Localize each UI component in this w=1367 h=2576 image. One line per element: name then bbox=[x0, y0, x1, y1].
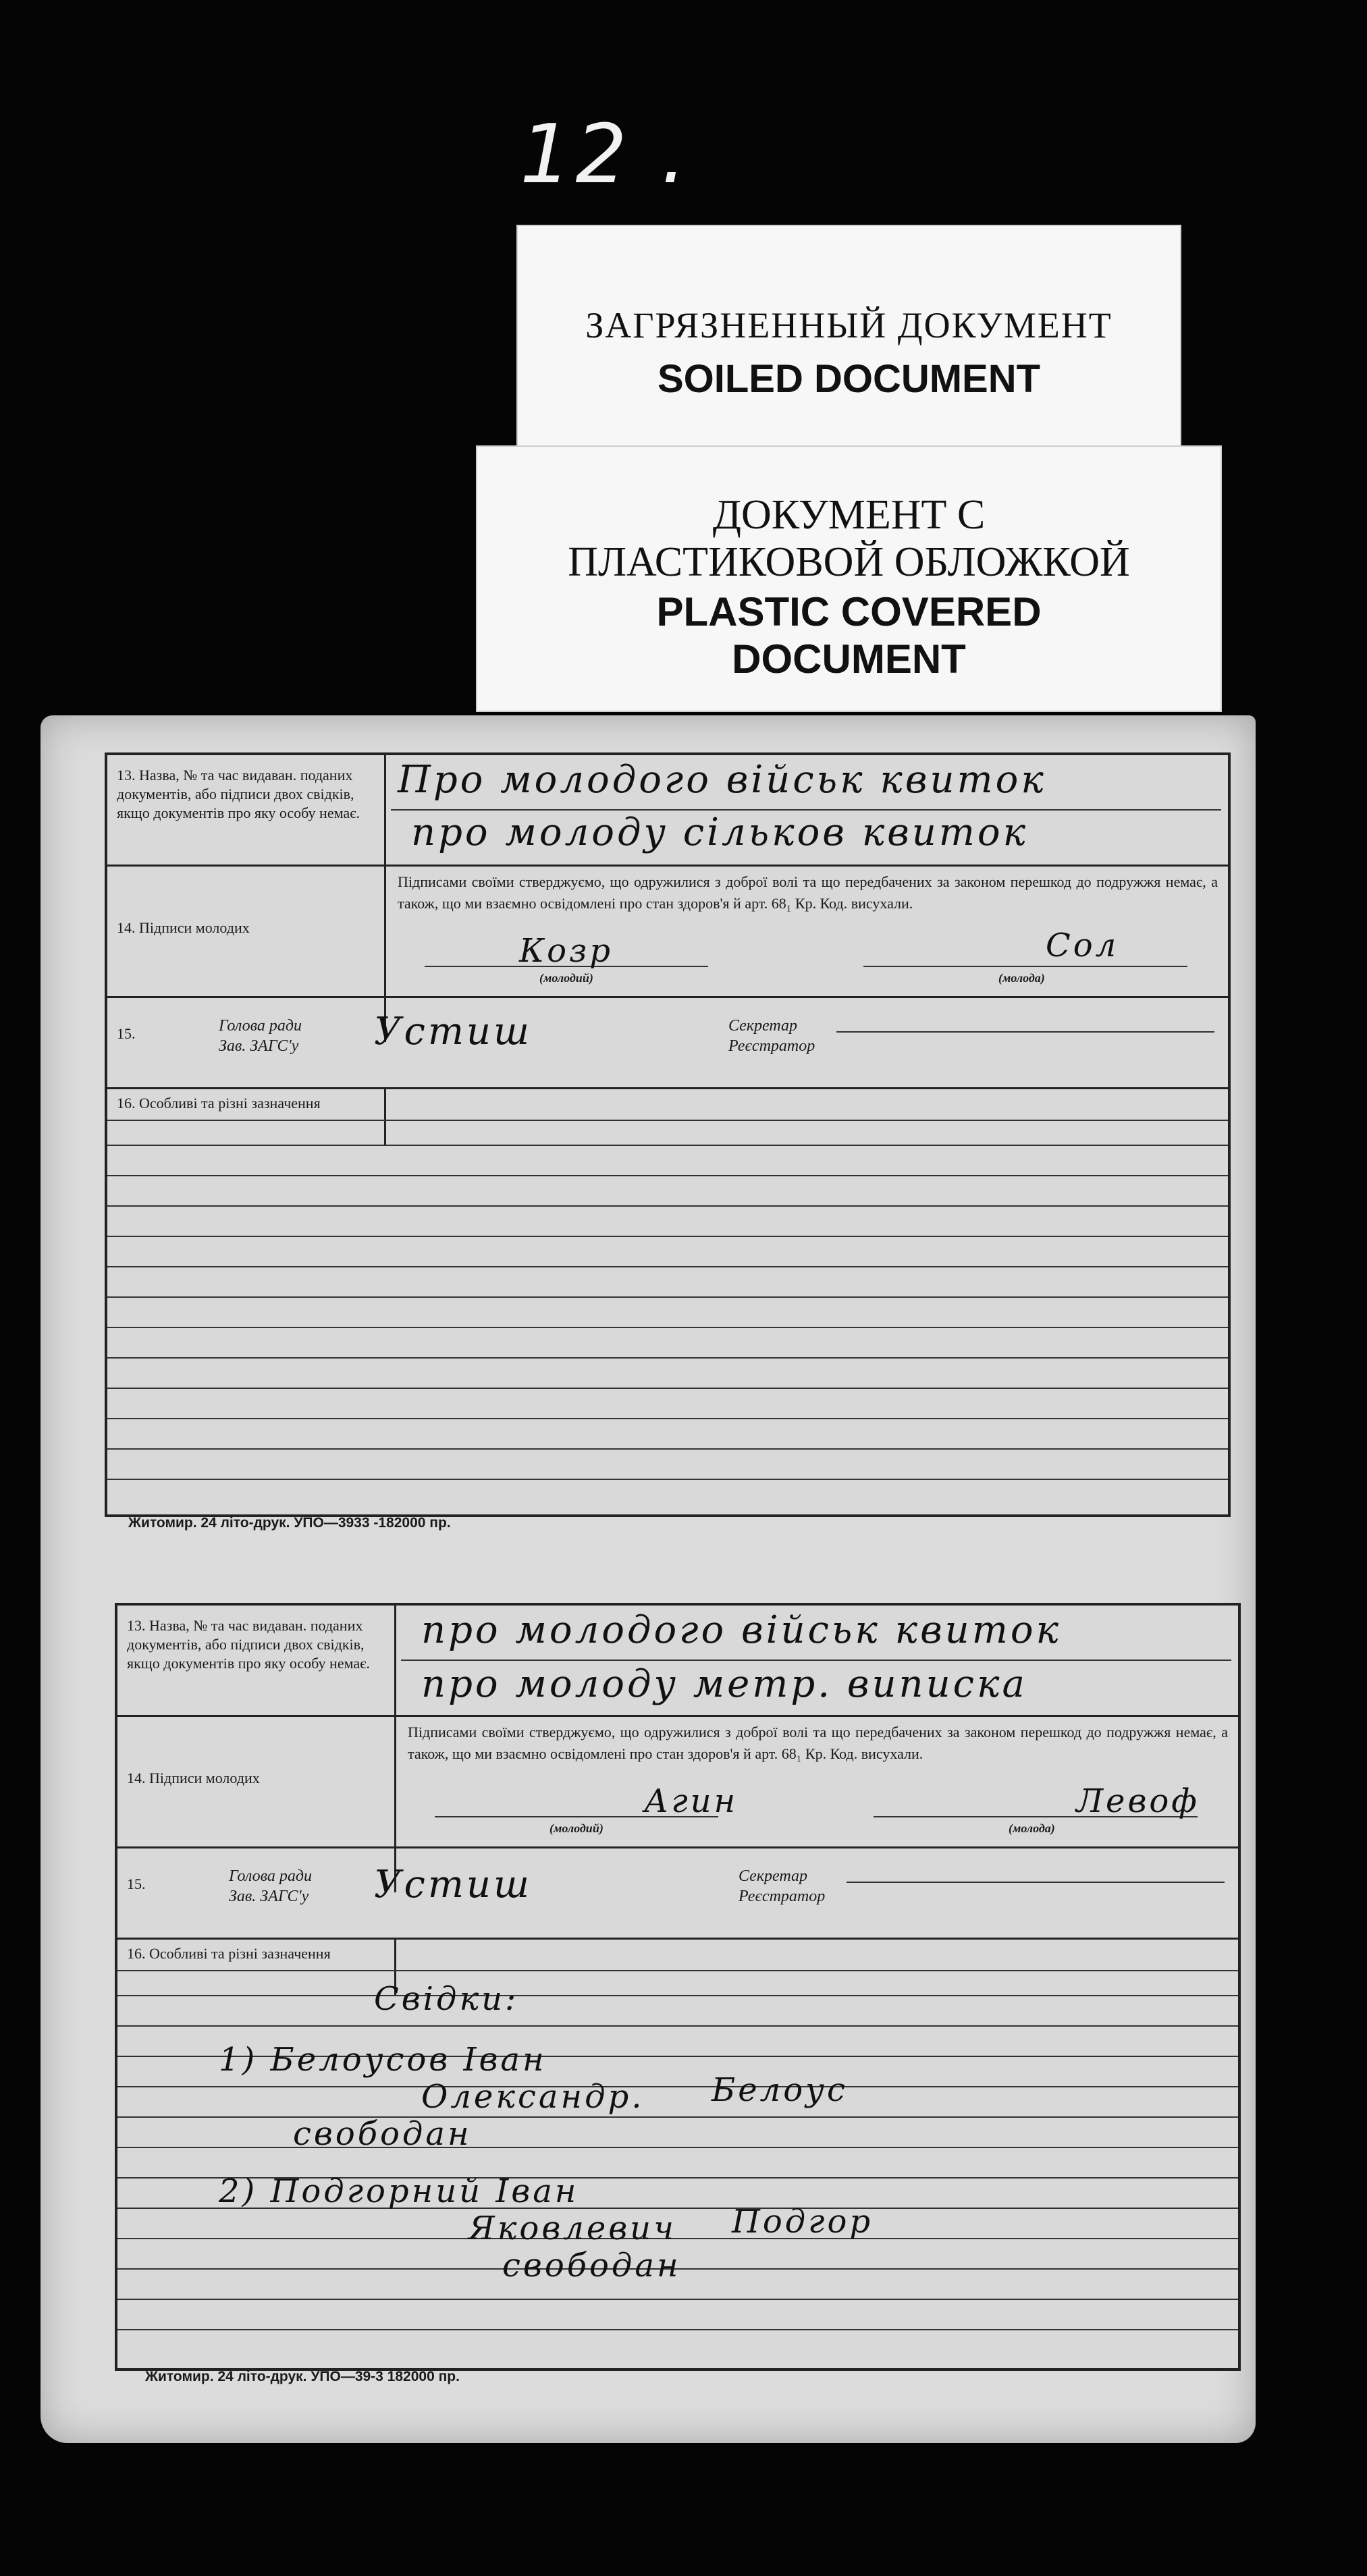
field-15-row-bottom bbox=[117, 1846, 1238, 1940]
field-16-row bbox=[107, 1087, 1228, 1145]
witness-2-name-line-1: 2) Подгорний Іван bbox=[219, 2172, 579, 2210]
field-13-row bbox=[107, 755, 1228, 867]
field-13-number-bottom: 13. bbox=[127, 1617, 146, 1634]
plastic-notice-ru-1: ДОКУМЕНТ С bbox=[712, 492, 986, 538]
handwritten-documents-line-1-bottom: про молодого військ квиток bbox=[421, 1608, 1061, 1652]
groom-signature: Козр bbox=[519, 932, 613, 970]
field-15-number: 15. bbox=[117, 1025, 136, 1042]
field-14-row bbox=[107, 865, 1228, 998]
witness-1-note: свободан bbox=[293, 2115, 472, 2153]
field-14-label: 14. Підписи молодих bbox=[117, 919, 250, 936]
head-of-council-label-bottom: Голова ради bbox=[229, 1867, 312, 1885]
soiled-notice-en: SOILED DOCUMENT bbox=[657, 357, 1041, 401]
consent-statement-bottom: Підписами своїми стверджуємо, що одружилися з доброї волі та що передбачених за законом перешкод до подружжя немає, а також, що ми взаємно освідомлені про стан здоров'я й арт. 68₁ Кр. Код. висухали. bbox=[408, 1724, 1228, 1762]
zags-head-label: Зав. ЗАГС'у bbox=[219, 1037, 299, 1055]
registrar-label-bottom: Реєстратор bbox=[739, 1888, 826, 1905]
field-14-row-bottom bbox=[117, 1715, 1238, 1848]
witness-1-signature: Белоус bbox=[712, 2071, 848, 2109]
secretary-label: Секретар bbox=[728, 1017, 798, 1035]
plastic-covered-notice bbox=[476, 445, 1222, 712]
field-15-row bbox=[107, 996, 1228, 1089]
field-13-label: Назва, № та час видаван. поданих документів, або підписи двох свідків, якщо документів про яку особу немає. bbox=[117, 767, 360, 821]
handwritten-documents-line-2: про молоду сільков квиток bbox=[411, 811, 1029, 854]
witness-2-note: свободан bbox=[502, 2247, 681, 2284]
bride-caption: (молода) bbox=[998, 971, 1045, 985]
plastic-notice-en-1: PLASTIC COVERED bbox=[656, 589, 1042, 634]
handwritten-documents-line-2-bottom: про молоду метр. виписка bbox=[421, 1662, 1027, 1706]
groom-signature-bottom: Агин bbox=[644, 1782, 739, 1820]
bride-caption-bottom: (молода) bbox=[1009, 1821, 1055, 1835]
record-form-bottom bbox=[115, 1603, 1241, 2371]
secretary-label-bottom: Секретар bbox=[739, 1867, 808, 1885]
plastic-notice-en-2: DOCUMENT bbox=[732, 636, 966, 682]
head-signature-bottom: Устиш bbox=[374, 1863, 533, 1907]
witnesses-heading: Свідки: bbox=[374, 1980, 519, 2018]
field-13-number: 13. bbox=[117, 767, 136, 784]
field-14-label-bottom: 14. Підписи молодих bbox=[127, 1770, 260, 1786]
consent-statement: Підписами своїми стверджуємо, що одружилися з доброї волі та що передбачених за законом перешкод до подружжя немає, а також, що ми взаємно освідомлені про стан здоров'я й арт. 68₁ Кр. Код. висухали. bbox=[398, 873, 1218, 912]
witness-1-name-line-1: 1) Белоусов Іван bbox=[219, 2041, 547, 2079]
witness-1-name-line-2: Олександр. bbox=[421, 2078, 645, 2116]
groom-caption-bottom: (молодий) bbox=[550, 1821, 604, 1835]
field-16-label-bottom: 16. Особливі та різні зазначення bbox=[127, 1945, 331, 1962]
witness-2-name-line-2: Яковлевич bbox=[468, 2210, 676, 2247]
bride-signature: Сол bbox=[1046, 927, 1119, 964]
top-form-print-info: Житомир. 24 літо-друк. УПО—3933 -182000 пр. bbox=[128, 1515, 451, 1531]
groom-caption: (молодий) bbox=[539, 971, 593, 985]
field-13-label-bottom: Назва, № та час видаван. поданих документів, або підписи двох свідків, якщо документів про яку особу немає. bbox=[127, 1617, 371, 1672]
field-16-label: 16. Особливі та різні зазначення bbox=[117, 1095, 321, 1112]
soiled-document-notice bbox=[516, 225, 1181, 451]
field-13-row-bottom bbox=[117, 1606, 1238, 1717]
bride-signature-bottom: Левоф bbox=[1076, 1782, 1200, 1820]
handwritten-documents-line-1: Про молодого військ квиток bbox=[398, 758, 1046, 802]
zags-head-label-bottom: Зав. ЗАГС'у bbox=[229, 1888, 309, 1905]
plastic-notice-ru-2: ПЛАСТИКОВОЙ ОБЛОЖКОЙ bbox=[568, 539, 1130, 585]
record-form-top bbox=[105, 752, 1231, 1517]
registrar-label: Реєстратор bbox=[728, 1037, 815, 1055]
head-of-council-label: Голова ради bbox=[219, 1017, 302, 1035]
soiled-notice-ru: ЗАГРЯЗНЕННЫЙ ДОКУМЕНТ bbox=[585, 305, 1113, 346]
field-15-number-bottom: 15. bbox=[127, 1875, 146, 1892]
field-16-row-bottom bbox=[117, 1938, 1238, 1995]
head-signature: Устиш bbox=[374, 1010, 533, 1053]
frame-number: 12 . bbox=[520, 108, 691, 202]
bottom-form-print-info: Житомир. 24 літо-друк. УПО—39-3 182000 пр. bbox=[145, 2369, 460, 2384]
witness-2-signature: Подгор bbox=[732, 2203, 874, 2241]
